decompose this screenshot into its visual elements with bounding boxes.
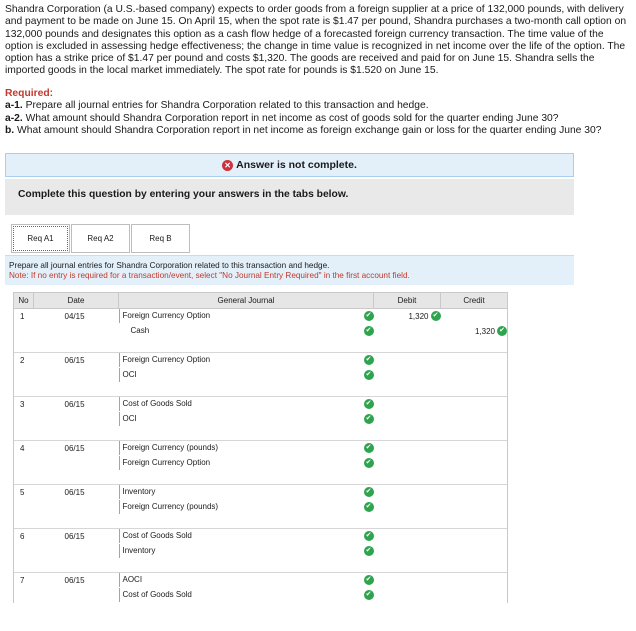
debit-value: 1,320 [408,311,429,321]
credit-input[interactable] [441,397,508,412]
credit-input[interactable] [441,324,508,339]
spacer-cell [441,427,508,441]
account-select[interactable]: OCI [119,412,362,426]
entry-number [14,324,34,339]
col-header-no: No [14,293,34,309]
spacer-row [14,383,508,397]
debit-input[interactable] [374,309,441,324]
check-circle-icon: ✔ [364,443,374,453]
account-select-wrap [119,441,374,455]
req-note: Note: If no entry is required for a transaction/event, select "No Journal Entry Required" in the first account field. [9,271,410,280]
col-header-journal: General Journal [119,293,374,309]
required-a1 [5,100,633,112]
required-b-num: b. [5,125,15,137]
entry-number: 1 [14,309,34,324]
entry-number: 4 [14,441,34,456]
spacer-cell [441,383,508,397]
account-cell [119,368,374,383]
tab-req-a1[interactable]: Req A1 [11,224,70,253]
entry-number: 6 [14,529,34,544]
credit-input[interactable] [441,353,508,368]
debit-input[interactable] [374,573,441,588]
credit-input[interactable] [441,441,508,456]
spacer-cell [34,339,119,353]
x-circle-icon: ✕ [222,160,233,171]
spacer-cell [34,471,119,485]
spacer-cell [119,515,374,529]
account-select-wrap [119,324,374,338]
account-cell [119,412,374,427]
debit-input[interactable] [374,588,441,603]
entry-number: 5 [14,485,34,500]
required-a2-text: What amount should Shandra Corporation report in net income as cost of goods sold for the quarter ending June 30? [22,112,559,124]
col-header-debit: Debit [374,293,441,309]
entry-date[interactable]: 06/15 [34,573,119,588]
check-circle-icon: ✔ [364,311,374,321]
req-prompt: Prepare all journal entries for Shandra Corporation related to this transaction and hedge. [9,261,330,270]
spacer-cell [119,471,374,485]
entry-date[interactable] [34,368,119,383]
account-select-wrap [119,573,374,587]
entry-date[interactable] [34,324,119,339]
account-select[interactable]: Inventory [119,544,362,558]
required-a1-text: Prepare all journal entries for Shandra Corporation related to this transaction and hedge. [22,100,429,112]
check-circle-icon: ✔ [364,326,374,336]
account-cell [119,397,374,412]
spacer-cell [119,383,374,397]
debit-input[interactable] [374,500,441,515]
account-cell [119,573,374,588]
journal-row [14,485,508,500]
problem-statement: Shandra Corporation (a U.S.-based company) expects to order goods from a foreign supplier at a price of 132,000 pounds, with delivery and payment to be made on June 15. On April 15, when the spot rate is $1.47 per pound, Shandra purchases a two-month call option on 132,000 pounds and designates this option as a cash flow hedge of a forecasted foreign currency transaction. The time value of the option is excluded in assessing hedge effectiveness; the change in time value is recognized in net income over the life of the option. The option has a strike price of $1.47 per pound and costs $1,320. The goods are received and paid for on June 15. Shandra sells the imported goods in the local market immediately. The spot rate for pounds is $1.520 on June 15. [5,4,627,77]
tab-req-a2[interactable]: Req A2 [71,224,130,253]
spacer-cell [14,339,34,353]
credit-input[interactable] [441,544,508,559]
account-select-wrap [119,309,374,323]
check-circle-icon: ✔ [364,502,374,512]
account-select[interactable]: Foreign Currency Option [119,353,362,367]
check-circle-icon: ✔ [497,326,507,336]
spacer-cell [374,383,441,397]
entry-number [14,456,34,471]
debit-input[interactable] [374,529,441,544]
entry-date[interactable]: 06/15 [34,397,119,412]
spacer-cell [374,515,441,529]
account-cell [119,588,374,603]
debit-input[interactable] [374,412,441,427]
col-header-date: Date [34,293,119,309]
entry-date[interactable] [34,456,119,471]
journal-row [14,324,508,339]
entry-number [14,544,34,559]
account-select[interactable]: Foreign Currency Option [119,309,362,323]
check-circle-icon: ✔ [364,546,374,556]
spacer-cell [374,339,441,353]
debit-input[interactable] [374,485,441,500]
spacer-row [14,559,508,573]
account-select-wrap [119,397,374,411]
journal-row [14,368,508,383]
credit-input[interactable] [441,529,508,544]
entry-date[interactable] [34,588,119,603]
account-cell [119,324,374,339]
credit-input[interactable] [441,456,508,471]
check-circle-icon: ✔ [364,458,374,468]
journal-row [14,588,508,603]
journal-body [14,309,508,603]
spacer-cell [34,515,119,529]
answer-status-bar [5,153,574,177]
check-circle-icon: ✔ [364,575,374,585]
entry-date[interactable]: 06/15 [34,441,119,456]
spacer-cell [441,559,508,573]
account-select[interactable]: Foreign Currency (pounds) [119,441,362,455]
check-circle-icon: ✔ [364,531,374,541]
required-label: Required: [5,88,54,99]
spacer-cell [34,559,119,573]
entry-number [14,368,34,383]
journal-table [13,292,508,603]
account-select-wrap [119,529,374,543]
spacer-cell [34,383,119,397]
journal-row [14,500,508,515]
credit-value: 1,320 [474,326,495,336]
required-section [5,88,633,138]
account-select[interactable]: Foreign Currency Option [119,456,362,470]
credit-value-wrap [475,326,507,336]
credit-input[interactable] [441,485,508,500]
spacer-cell [14,471,34,485]
account-select[interactable]: Cost of Goods Sold [119,529,362,543]
entry-number [14,588,34,603]
check-circle-icon: ✔ [364,487,374,497]
debit-input[interactable] [374,441,441,456]
col-header-credit: Credit [441,293,508,309]
entry-number: 2 [14,353,34,368]
required-b [5,125,633,137]
required-b-text: What amount should Shandra Corporation report in net income as foreign exchange gain or loss for the quarter ending June 30? [14,125,602,137]
spacer-row [14,471,508,485]
account-cell [119,353,374,368]
journal-row [14,529,508,544]
journal-row [14,397,508,412]
journal-row [14,441,508,456]
credit-input[interactable] [441,368,508,383]
tab-req-b[interactable]: Req B [131,224,190,253]
required-a2 [5,113,633,125]
spacer-cell [119,427,374,441]
account-select-wrap [119,588,374,602]
debit-input[interactable] [374,397,441,412]
credit-input[interactable] [441,588,508,603]
check-circle-icon: ✔ [431,311,441,321]
entry-number [14,500,34,515]
account-select-wrap [119,456,374,470]
spacer-cell [14,515,34,529]
account-cell [119,309,374,324]
check-circle-icon: ✔ [364,414,374,424]
spacer-cell [441,471,508,485]
credit-input[interactable] [441,412,508,427]
account-select-wrap [119,544,374,558]
account-cell [119,544,374,559]
journal-row [14,456,508,471]
spacer-cell [374,471,441,485]
journal-row [14,353,508,368]
check-circle-icon: ✔ [364,590,374,600]
entry-date[interactable] [34,544,119,559]
journal-row [14,573,508,588]
account-select[interactable]: Cash [130,326,150,335]
account-select-wrap [119,368,374,382]
spacer-row [14,515,508,529]
instruction-box [5,179,574,215]
account-select[interactable]: Inventory [119,485,362,499]
account-select-wrap [119,353,374,367]
entry-number [14,412,34,427]
account-cell [119,456,374,471]
spacer-cell [14,383,34,397]
spacer-cell [14,559,34,573]
account-select-wrap [119,500,374,514]
journal-row [14,544,508,559]
journal-row [14,412,508,427]
entry-date[interactable]: 06/15 [34,529,119,544]
credit-input[interactable] [441,573,508,588]
entry-date[interactable]: 04/15 [64,311,85,321]
debit-input[interactable] [374,456,441,471]
req-prompt-box [5,255,574,285]
credit-input[interactable] [441,309,508,324]
debit-value-wrap [408,311,440,321]
debit-input[interactable] [374,544,441,559]
debit-input[interactable] [374,353,441,368]
account-select[interactable]: Foreign Currency (pounds) [119,500,362,514]
account-cell [119,441,374,456]
check-circle-icon: ✔ [364,399,374,409]
entry-date[interactable]: 06/15 [34,353,119,368]
account-select[interactable]: Cost of Goods Sold [119,397,362,411]
debit-input[interactable] [374,368,441,383]
spacer-row [14,339,508,353]
spacer-cell [119,559,374,573]
account-select[interactable]: OCI [119,368,362,382]
account-select-wrap [119,412,374,426]
account-cell [119,485,374,500]
entry-date[interactable]: 06/15 [34,485,119,500]
account-cell [119,529,374,544]
spacer-row [14,427,508,441]
account-select-wrap [119,485,374,499]
check-circle-icon: ✔ [364,355,374,365]
spacer-cell [14,427,34,441]
entry-number: 7 [14,573,34,588]
account-cell [119,500,374,515]
spacer-cell [374,427,441,441]
journal-row [14,309,508,324]
account-select[interactable]: AOCI [119,573,362,587]
answer-status-text: Answer is not complete. [236,159,357,171]
spacer-cell [441,515,508,529]
entry-number: 3 [14,397,34,412]
entry-date[interactable] [34,500,119,515]
required-a1-num: a-1. [5,100,23,112]
debit-input[interactable] [374,324,441,339]
check-circle-icon: ✔ [364,370,374,380]
required-a2-num: a-2. [5,112,23,124]
spacer-cell [441,339,508,353]
instruction-text: Complete this question by entering your answers in the tabs below. [18,189,349,200]
account-select[interactable]: Cost of Goods Sold [119,588,362,602]
entry-date[interactable] [34,412,119,427]
spacer-cell [374,559,441,573]
req-tabs [11,224,191,253]
spacer-cell [119,339,374,353]
credit-input[interactable] [441,500,508,515]
spacer-cell [34,427,119,441]
